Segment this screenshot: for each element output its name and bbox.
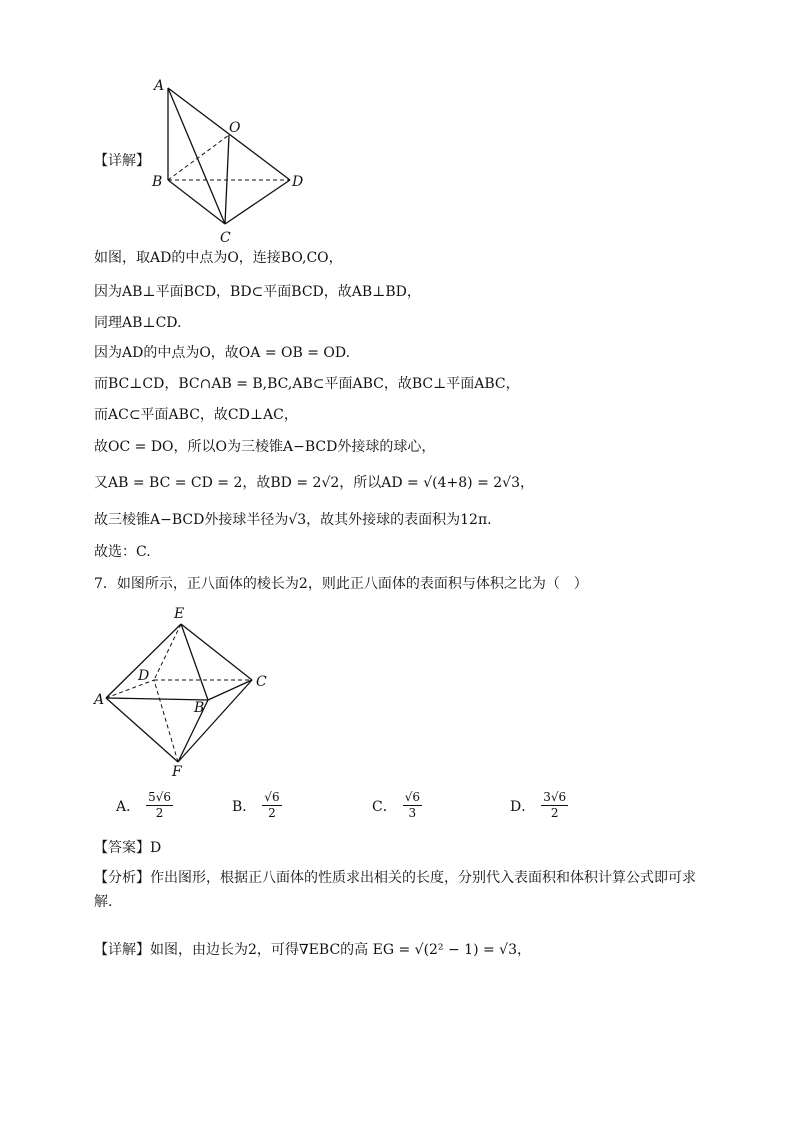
analysis-text: 作出图形，根据正八面体的性质求出相关的长度，分别代入表面积和体积计算公式即可求解. <box>94 870 696 910</box>
analysis-block <box>94 866 704 914</box>
option-c-fraction <box>403 790 422 821</box>
option-b-numerator: √6 <box>264 790 280 804</box>
edge-FA <box>106 698 178 762</box>
option-d-letter: D． <box>510 798 536 815</box>
label-O: O <box>229 120 241 136</box>
label-E: E <box>174 606 185 622</box>
answer-line <box>94 838 161 858</box>
edge-FD-dashed <box>154 680 178 762</box>
edge-ED-dashed <box>154 624 181 680</box>
option-d-numerator: 3√6 <box>543 790 567 804</box>
option-a-fraction <box>146 790 173 821</box>
option-c-denominator: 3 <box>408 806 417 820</box>
label-B: B <box>152 174 163 190</box>
figure-tetrahedron <box>140 74 320 244</box>
solution-line-6: 而AC⊂平面ABC，故CD⊥AC， <box>94 407 298 423</box>
answer-tag: 【答案】 <box>94 840 150 856</box>
edge-AB <box>106 698 208 700</box>
solution-line-2: 因为AB⊥平面BCD，BD⊂平面BCD，故AB⊥BD， <box>94 284 421 300</box>
option-b[interactable] <box>232 790 282 821</box>
edge-EA <box>106 624 181 698</box>
label-C: C <box>220 230 231 244</box>
edge-FC <box>178 680 252 762</box>
edge-CD <box>225 180 290 224</box>
figure-octahedron <box>90 600 280 780</box>
solution-line-4: 因为AD的中点为O，故OA = OB = OD. <box>94 345 351 361</box>
solution-line-9: 故三棱锥A−BCD外接球半径为√3，故其外接球的表面积为12π. <box>94 512 492 528</box>
option-c[interactable] <box>372 790 422 821</box>
solution-line-8: 又AB = BC = CD = 2，故BD = 2√2，所以AD = √(4+8) = 2√3， <box>94 475 534 491</box>
detail-tag-2: 【详解】 <box>94 942 150 958</box>
solution-line-1: 如图，取AD的中点为O，连接BO,CO， <box>94 250 343 266</box>
solution-line-5: 而BC⊥CD，BC∩AB = B,BC,AB⊂平面ABC，故BC⊥平面ABC， <box>94 376 520 392</box>
option-a-numerator: 5√6 <box>148 790 172 804</box>
option-d-fraction <box>541 790 568 821</box>
detail-tag-1: 【详解】 <box>94 153 150 169</box>
option-b-denominator: 2 <box>268 806 276 820</box>
label-A: A <box>94 692 105 708</box>
label-D: D <box>138 668 150 684</box>
detail-line-2 <box>94 940 531 960</box>
edge-BO-dashed <box>168 135 229 180</box>
edge-BC <box>208 680 252 700</box>
edge-AC <box>168 88 225 224</box>
solution-line-10: 故选：C. <box>94 544 151 560</box>
detail-text-2: 如图，由边长为2，可得∇EBC的高 EG = √(2² − 1) = √3， <box>150 942 532 958</box>
solution-line-7: 故OC = DO，所以O为三棱锥A−BCD外接球的球心， <box>94 439 436 455</box>
option-a[interactable] <box>116 790 173 821</box>
solution-line-3: 同理AB⊥CD. <box>94 315 182 331</box>
option-d[interactable] <box>510 790 568 821</box>
analysis-tag: 【分析】 <box>94 870 150 886</box>
option-a-letter: A． <box>116 798 141 815</box>
question-7: 7．如图所示，正八面体的棱长为2，则此正八面体的表面积与体积之比为（ ） <box>94 576 588 592</box>
label-F: F <box>172 764 182 780</box>
label-B: B <box>194 700 205 716</box>
label-A: A <box>154 78 165 94</box>
answer-value: D <box>150 840 162 856</box>
label-D: D <box>292 174 304 190</box>
option-d-denominator: 2 <box>550 806 559 820</box>
option-b-fraction <box>262 790 281 821</box>
option-a-denominator: 2 <box>155 806 164 820</box>
option-b-letter: B． <box>232 798 257 815</box>
option-c-letter: C． <box>372 798 397 815</box>
edge-EC <box>181 624 252 680</box>
option-c-numerator: √6 <box>404 790 420 804</box>
label-C: C <box>256 674 267 690</box>
